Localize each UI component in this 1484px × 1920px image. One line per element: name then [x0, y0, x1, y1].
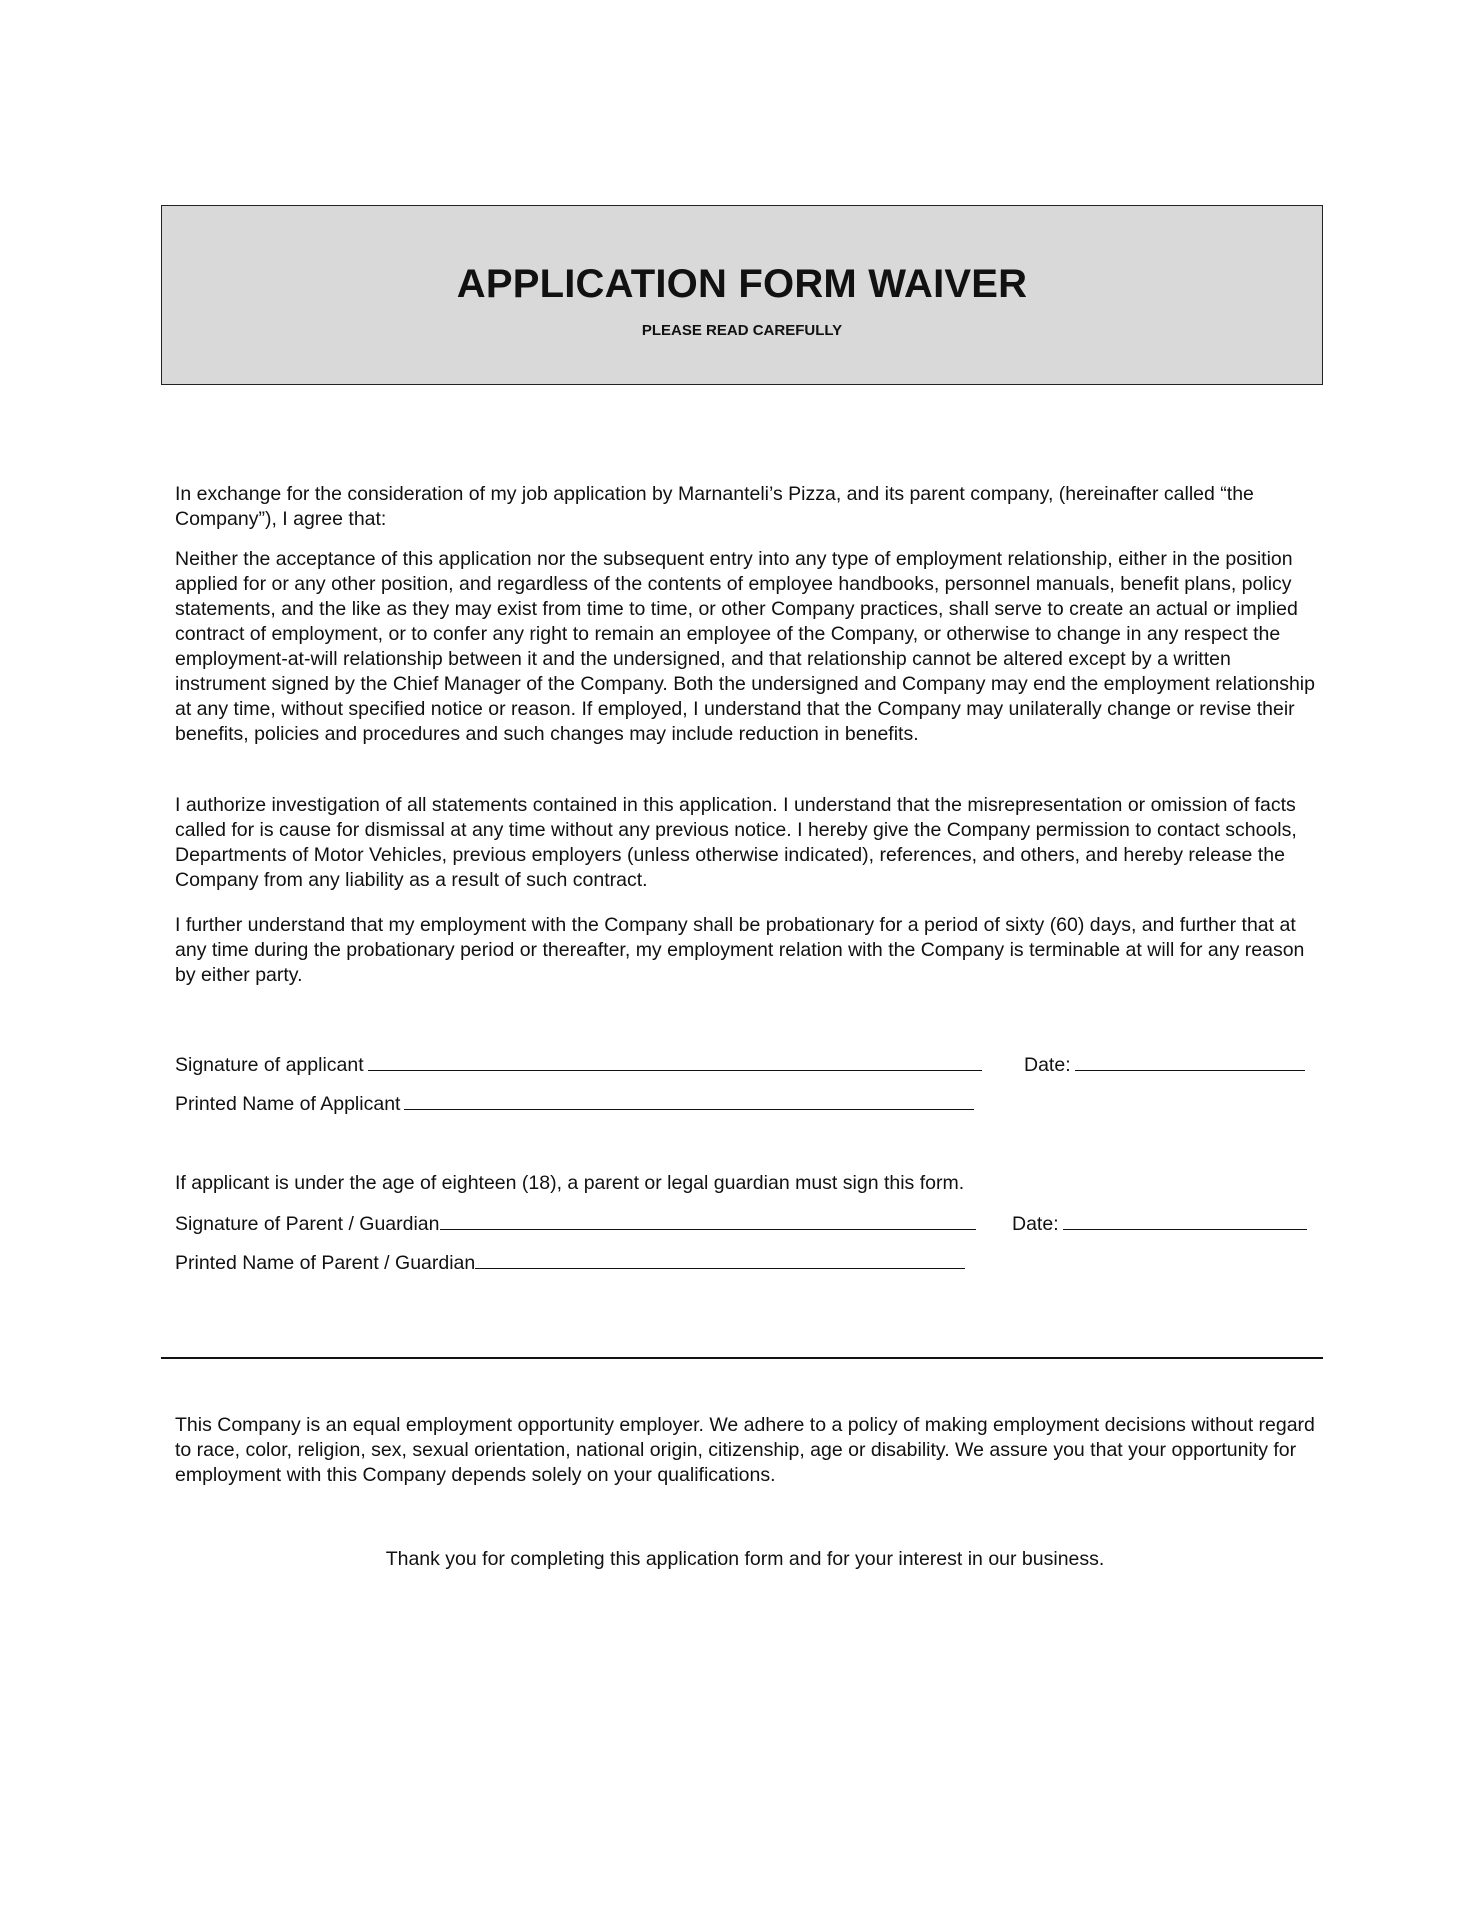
authorization-paragraph: I authorize investigation of all statements contained in this application. I understand that the misrepresentation or omission of facts called for is cause for dismissal at any time without any previous notice. I hereby give the Company permission to contact schools, Departments of Motor Vehicles, previous employers (unless otherwise indicated), references, and others, and hereby release the Company from any liability as a result of such contract. — [175, 794, 1297, 891]
thank-you-note: Thank you for completing this application form and for your interest in our business. — [385, 1548, 1105, 1570]
applicant-signature-field[interactable] — [368, 1052, 982, 1071]
applicant-date-row — [1024, 1052, 1305, 1078]
applicant-date-label: Date: — [1024, 1054, 1071, 1076]
guardian-printed-name-row — [175, 1250, 965, 1276]
applicant-signature-row — [175, 1052, 982, 1078]
header-box — [161, 205, 1323, 385]
applicant-printed-name-row — [175, 1091, 974, 1117]
guardian-signature-field[interactable] — [440, 1211, 976, 1230]
guardian-date-row — [1012, 1211, 1307, 1237]
probation-paragraph: I further understand that my employment with the Company shall be probationary for a period of sixty (60) days, and further that at any time during the probationary period or thereafter, my employment relation with the Company is terminable at will for any reason by either party. — [175, 914, 1305, 986]
intro-paragraph: In exchange for the consideration of my job application by Marnanteli’s Pizza, and its parent company, (hereinafter called “the Company”), I agree that: — [175, 483, 1254, 530]
guardian-date-field[interactable] — [1063, 1211, 1307, 1230]
page-title: APPLICATION FORM WAIVER — [456, 262, 1028, 306]
eeo-statement: This Company is an equal employment opportunity employer. We adhere to a policy of making employment decisions without regard to race, color, religion, sex, sexual orientation, national origin, citizenship, age or disability. We assure you that your opportunity for employment with this Company depends solely on your qualifications. — [175, 1414, 1315, 1486]
applicant-printed-name-field[interactable] — [404, 1091, 974, 1110]
guardian-printed-name-field[interactable] — [475, 1250, 965, 1269]
guardian-date-label: Date: — [1012, 1213, 1059, 1235]
applicant-date-field[interactable] — [1075, 1052, 1305, 1071]
guardian-note: If applicant is under the age of eighteen (18), a parent or legal guardian must sign this form. — [175, 1172, 965, 1194]
applicant-printed-name-label: Printed Name of Applicant — [175, 1093, 401, 1115]
page-subtitle: PLEASE READ CAREFULLY — [641, 322, 843, 339]
guardian-signature-label: Signature of Parent / Guardian — [175, 1213, 440, 1235]
guardian-signature-row — [175, 1211, 976, 1237]
applicant-signature-label: Signature of applicant — [175, 1054, 364, 1076]
guardian-printed-name-label: Printed Name of Parent / Guardian — [175, 1252, 476, 1274]
at-will-paragraph: Neither the acceptance of this application nor the subsequent entry into any type of employment relationship, either in the position applied for or any other position, and regardless of the contents of employee handbooks, personnel manuals, benefit plans, policy statements, and the like as they may exist from time to time, or other Company practices, shall serve to create an actual or implied contract of employment, or to confer any right to remain an employee of the Company, or otherwise to change in any respect the employment-at-will relationship between it and the undersigned, and that relationship cannot be altered except by a written instrument signed by the Chief Manager of the Company. Both the undersigned and Company may end the employment relationship at any time, without specified notice or reason. If employed, I understand that the Company may unilaterally change or revise their benefits, policies and procedures and such changes may include reduction in benefits. — [175, 548, 1315, 745]
section-divider — [161, 1357, 1323, 1359]
